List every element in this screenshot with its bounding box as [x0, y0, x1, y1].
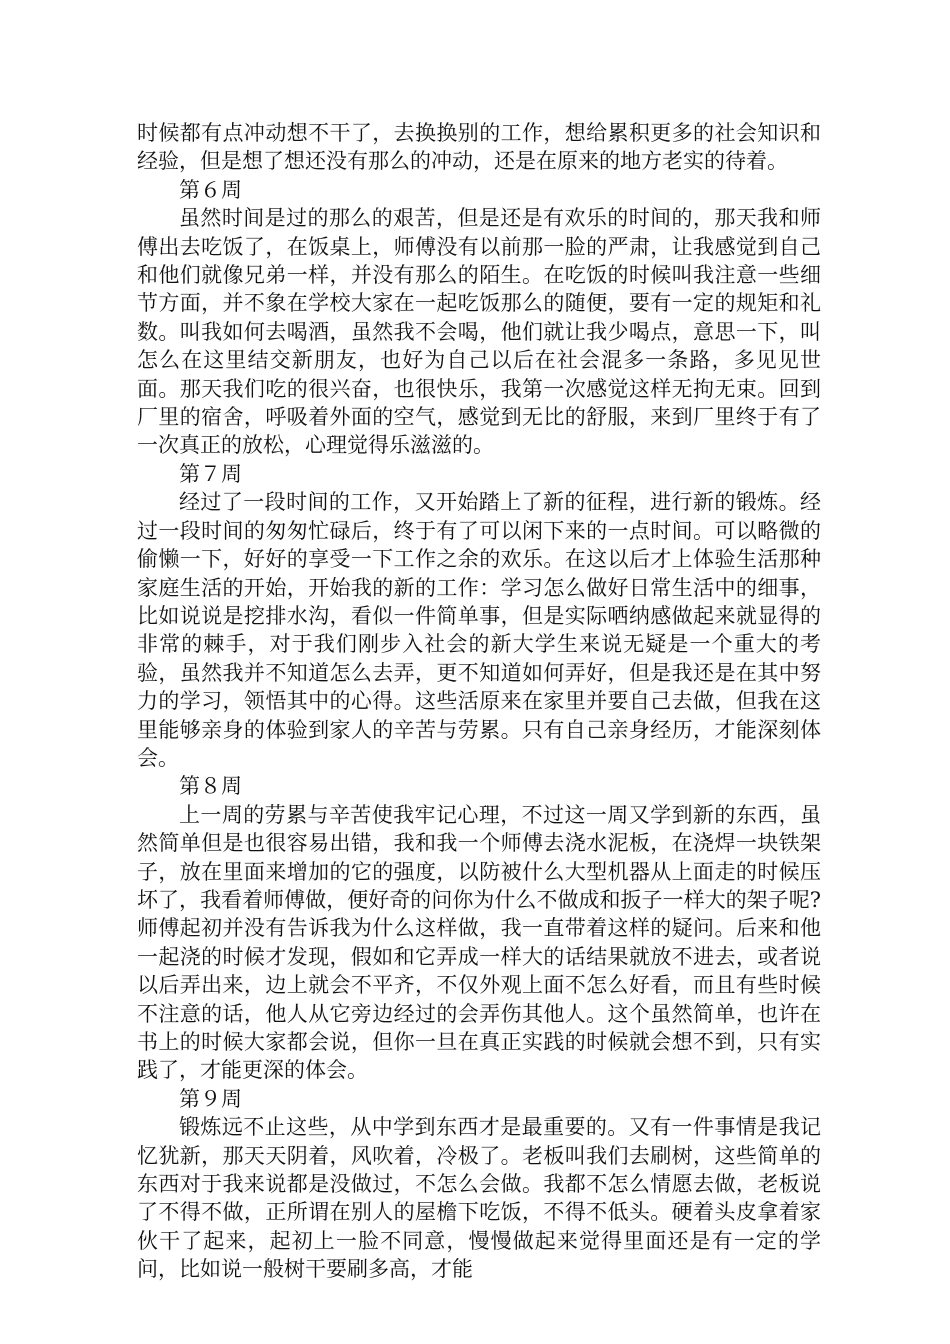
week-7-heading: 第７周 [179, 461, 242, 486]
week-8-heading: 第８周 [179, 774, 242, 799]
week-9-paragraph: 锻炼远不止这些，从中学到东西才是最重要的。又有一件事情是我记忆犹新，那天天阴着，风吹着，冷极了。老板叫我们去刷树，这些简单的东西对于我来说都是没做过，不怎么会做。我都不怎么情愿去做，老板说了不得不做，正所谓在别人的屋檐下吃饭，不得不低头。硬着头皮拿着家伙干了起来，起初上一脸不同意，慢慢做起来觉得里面还是有一定的学问，比如说一般树干要刷多高，才能 [137, 1115, 821, 1282]
week-6-heading: 第６周 [179, 177, 242, 202]
document-body [137, 119, 821, 1284]
week-6-paragraph: 虽然时间是过的那么的艰苦，但是还是有欢乐的时间的，那天我和师傅出去吃饭了，在饭桌上，师傅没有以前那一脸的严肃，让我感觉到自己和他们就像兄弟一样，并没有那么的陌生。在吃饭的时候叫我注意一些细节方面，并不象在学校大家在一起吃饭那么的随便，要有一定的规矩和礼数。叫我如何去喝酒，虽然我不会喝，他们就让我少喝点，意思一下，叫怎么在这里结交新朋友，也好为自己以后在社会混多一条路，多见见世面。那天我们吃的很兴奋，也很快乐，我第一次感觉这样无拘无束。回到厂里的宿舍，呼吸着外面的空气，感觉到无比的舒服，来到厂里终于有了一次真正的放松，心理觉得乐滋滋的。 [137, 206, 821, 458]
week-8-paragraph: 上一周的劳累与辛苦使我牢记心理，不过这一周又学到新的东西，虽然简单但是也很容易出错，我和我一个师傅去浇水泥板，在浇焊一块铁架子，放在里面来增加的它的强度，以防被什么大型机器从上面走的时候压坏了，我看着师傅做，便好奇的问你为什么不做成和扳子一样大的架子呢?师傅起初并没有告诉我为什么这样做，我一直带着这样的疑问。后来和他一起浇的时候才发现，假如和它弄成一样大的话结果就放不进去，或者说以后弄出来，边上就会不平齐，不仅外观上面不怎么好看，而且有些时候不注意的话，他人从它旁边经过的会弄伤其他人。这个虽然简单，也许在书上的时候大家都会说，但你一旦在真正实践的时候就会想不到，只有实践了，才能更深的体会。 [137, 802, 821, 1083]
paragraph-continuation: 时候都有点冲动想不干了，去换换别的工作，想给累积更多的社会知识和经验，但是想了想还没有那么的冲动，还是在原来的地方老实的待着。 [137, 121, 821, 174]
week-7-paragraph: 经过了一段时间的工作，又开始踏上了新的征程，进行新的锻炼。经过一段时间的匆匆忙碌后，终于有了可以闲下来的一点时间。可以略微的偷懒一下，好好的享受一下工作之余的欢乐。在这以后才上体验生活那种家庭生活的开始，开始我的新的工作：学习怎么做好日常生活中的细事，比如说说是挖排水沟，看似一件简单事，但是实际哂纳感做起来就显得的非常的棘手，对于我们刚步入社会的新大学生来说无疑是一个重大的考验，虽然我并不知道怎么去弄，更不知道如何弄好，但是我还是在其中努力的学习，领悟其中的心得。这些活原来在家里并要自己去做，但我在这里能够亲身的体验到家人的辛苦与劳累。只有自己亲身经历，才能深刻体会。 [137, 490, 821, 770]
week-9-heading: 第９周 [179, 1086, 242, 1111]
